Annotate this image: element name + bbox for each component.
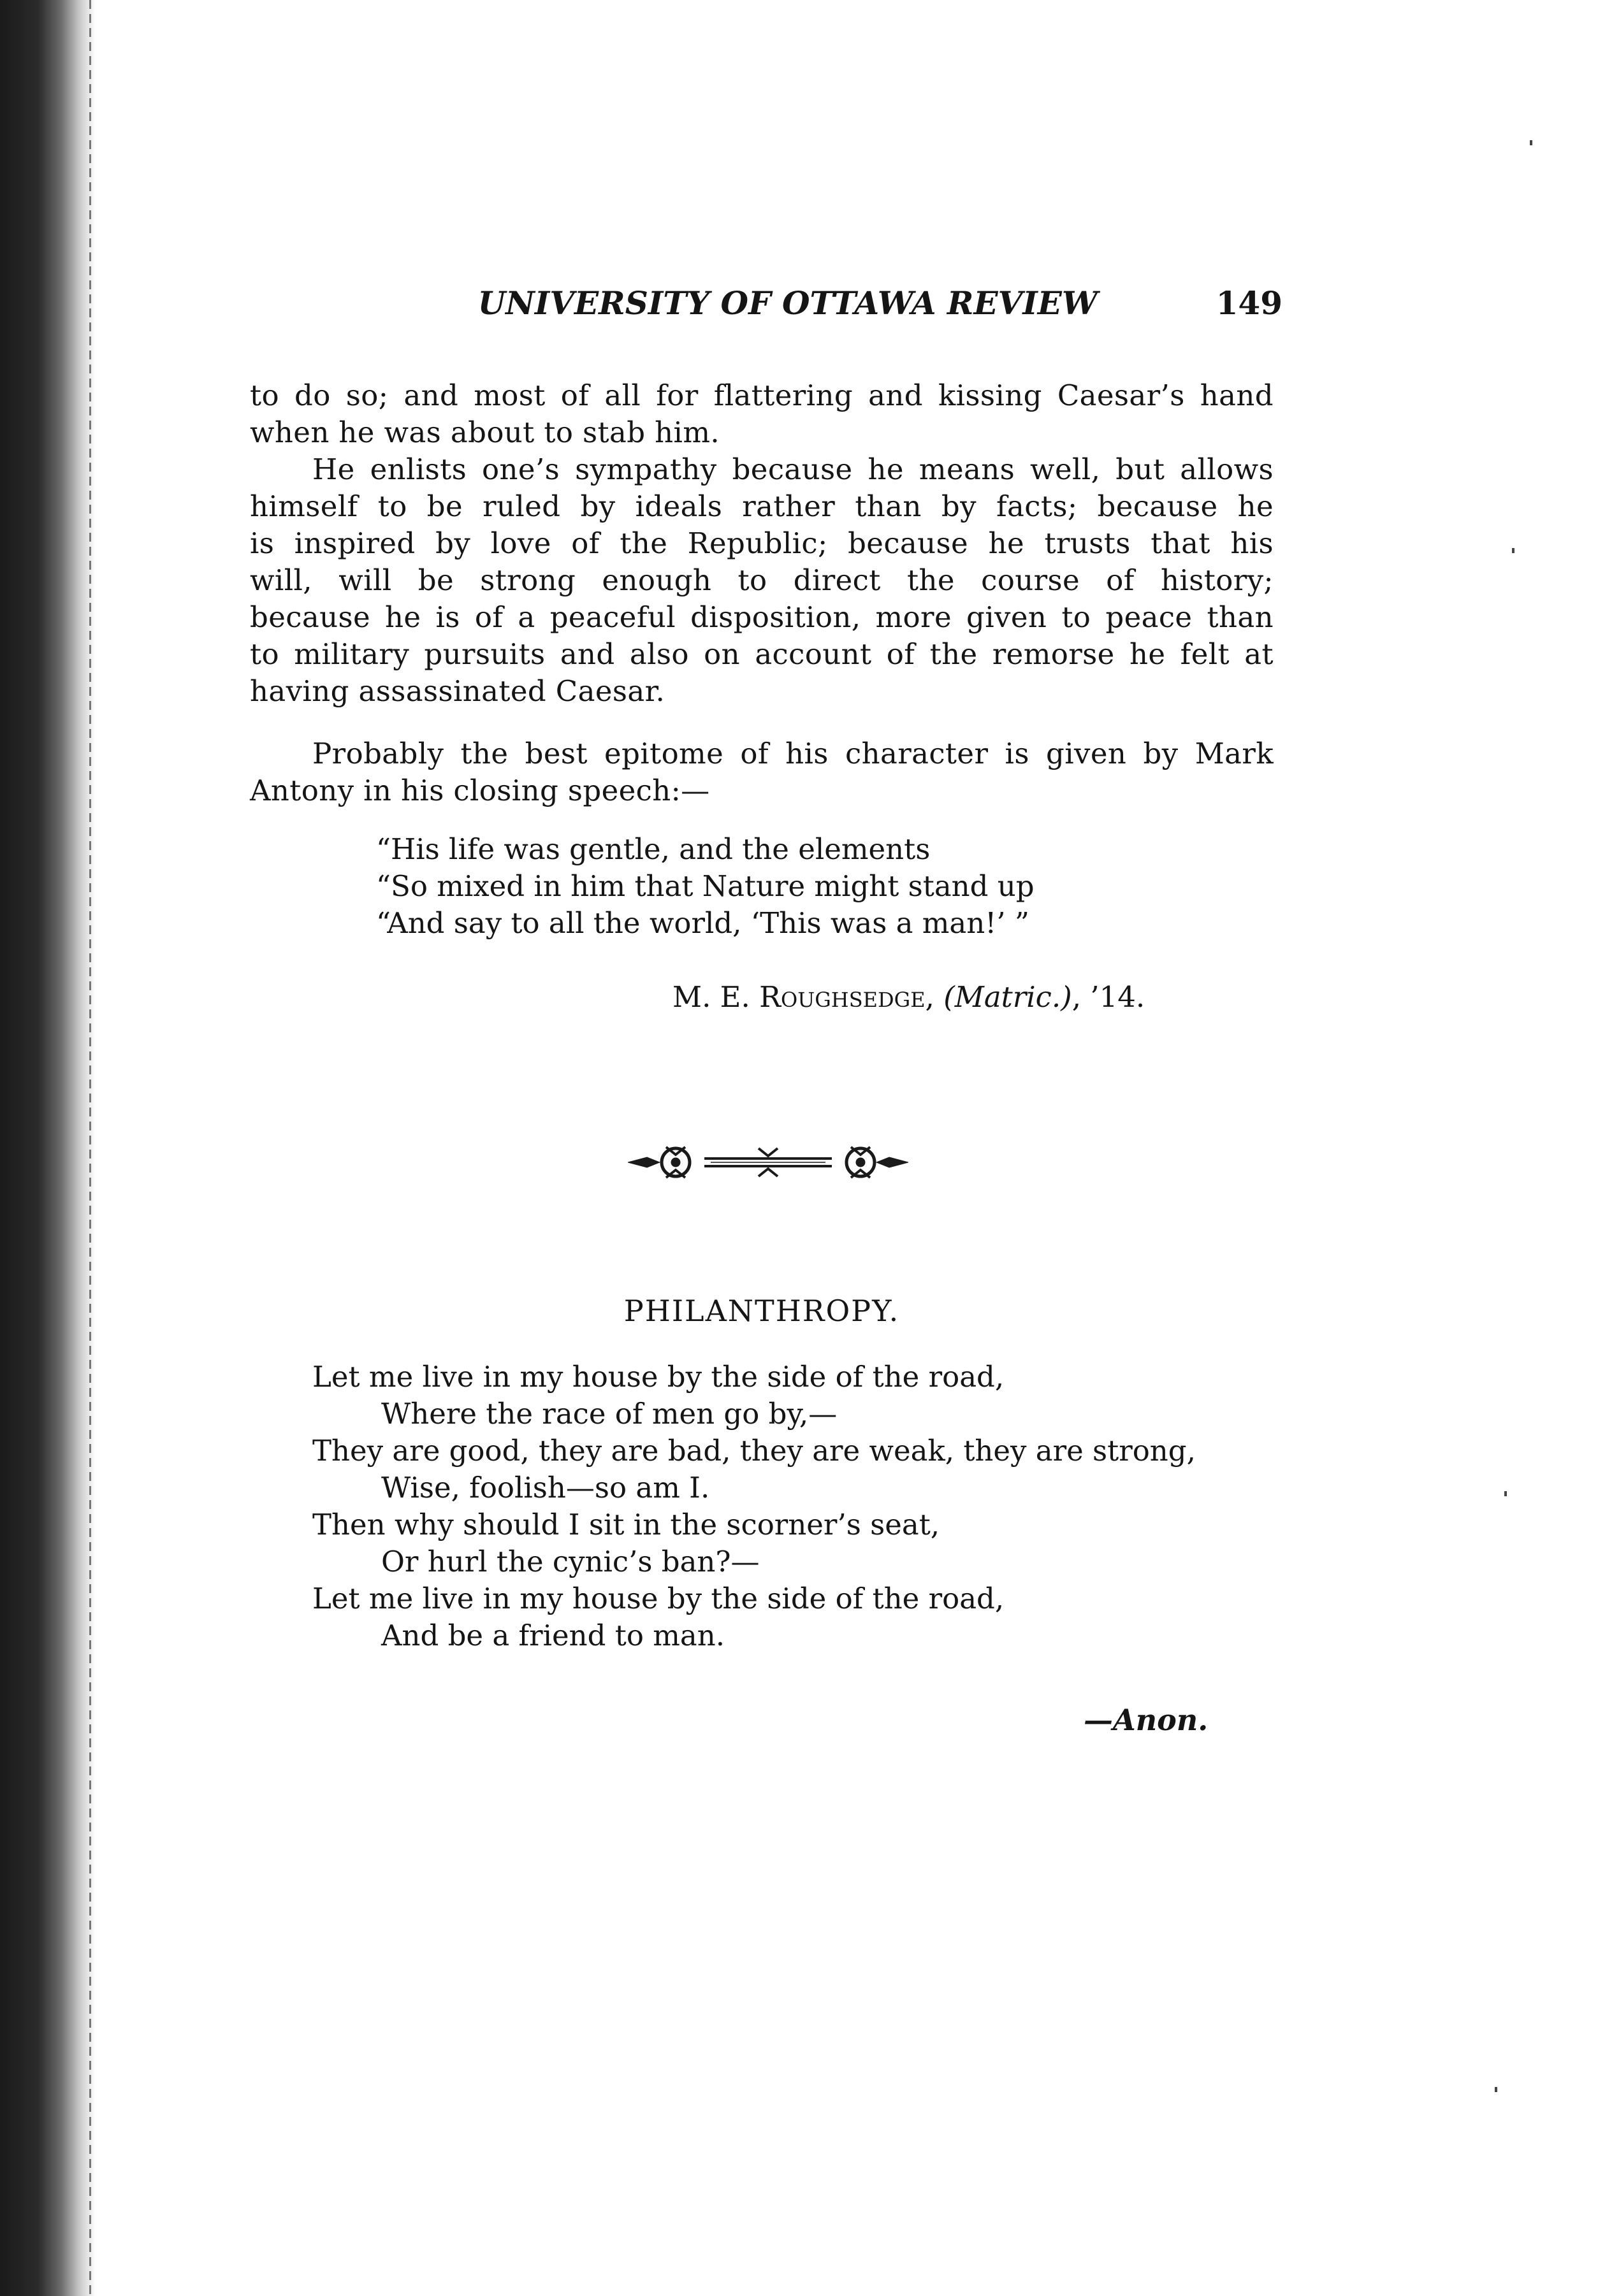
author-year: , ’14. xyxy=(1071,980,1145,1014)
poem-line: Or hurl the cynic’s ban?— xyxy=(381,1545,760,1578)
essay-line: because he is of a peaceful disposition, more given to peace than xyxy=(250,600,1274,634)
binding-stitch-line xyxy=(89,0,91,2296)
running-header xyxy=(250,284,1282,329)
essay-line: Probably the best epitome of his character is given by Mark xyxy=(312,737,1274,770)
margin-speck xyxy=(1512,548,1514,553)
author-class: (Matric.) xyxy=(943,980,1072,1014)
essay-line: will, will be strong enough to direct the course of history; xyxy=(250,563,1274,597)
poem-line: Let me live in my house by the side of the road, xyxy=(312,1360,1005,1394)
essay-line: to do so; and most of all for flattering and kissing Caesar’s hand xyxy=(250,379,1274,412)
ornamental-divider xyxy=(628,1141,908,1184)
author-signature xyxy=(672,980,1145,1014)
essay-line: to military pursuits and also on account of the remorse he felt at xyxy=(250,637,1274,671)
margin-speck xyxy=(1530,140,1532,145)
margin-speck xyxy=(1495,2087,1497,2092)
essay-line: Antony in his closing speech:— xyxy=(250,774,710,807)
essay-line: is inspired by love of the Republic; because he trusts that his xyxy=(250,526,1274,560)
author-name: M. E. Roughsedge, xyxy=(672,980,934,1014)
poem-line: Let me live in my house by the side of the road, xyxy=(312,1582,1005,1615)
essay-line: He enlists one’s sympathy because he means well, but allows xyxy=(312,452,1274,486)
quote-line: “His life was gentle, and the elements xyxy=(376,832,931,866)
poem-line: And be a friend to man. xyxy=(381,1619,725,1652)
book-binding-edge xyxy=(0,0,96,2296)
margin-speck xyxy=(1504,1491,1507,1496)
quote-line: “And say to all the world, ‘This was a man!’ ” xyxy=(376,906,1029,940)
running-title: UNIVERSITY OF OTTAWA REVIEW xyxy=(477,284,1098,322)
essay-line: when he was about to stab him. xyxy=(250,415,720,449)
quote-line: “So mixed in him that Nature might stand up xyxy=(376,869,1035,903)
poem-line: They are good, they are bad, they are weak, they are strong, xyxy=(312,1434,1196,1468)
poem-line: Wise, foolish—so am I. xyxy=(381,1471,710,1505)
essay-line: himself to be ruled by ideals rather than by facts; because he xyxy=(250,489,1274,523)
essay-line: having assassinated Caesar. xyxy=(250,674,665,708)
poem-title: PHILANTHROPY. xyxy=(623,1294,900,1328)
poem-attribution: —Anon. xyxy=(1084,1703,1209,1737)
page-number: 149 xyxy=(1216,284,1282,322)
poem-line: Then why should I sit in the scorner’s seat, xyxy=(312,1508,940,1541)
poem-line: Where the race of men go by,— xyxy=(381,1397,838,1431)
